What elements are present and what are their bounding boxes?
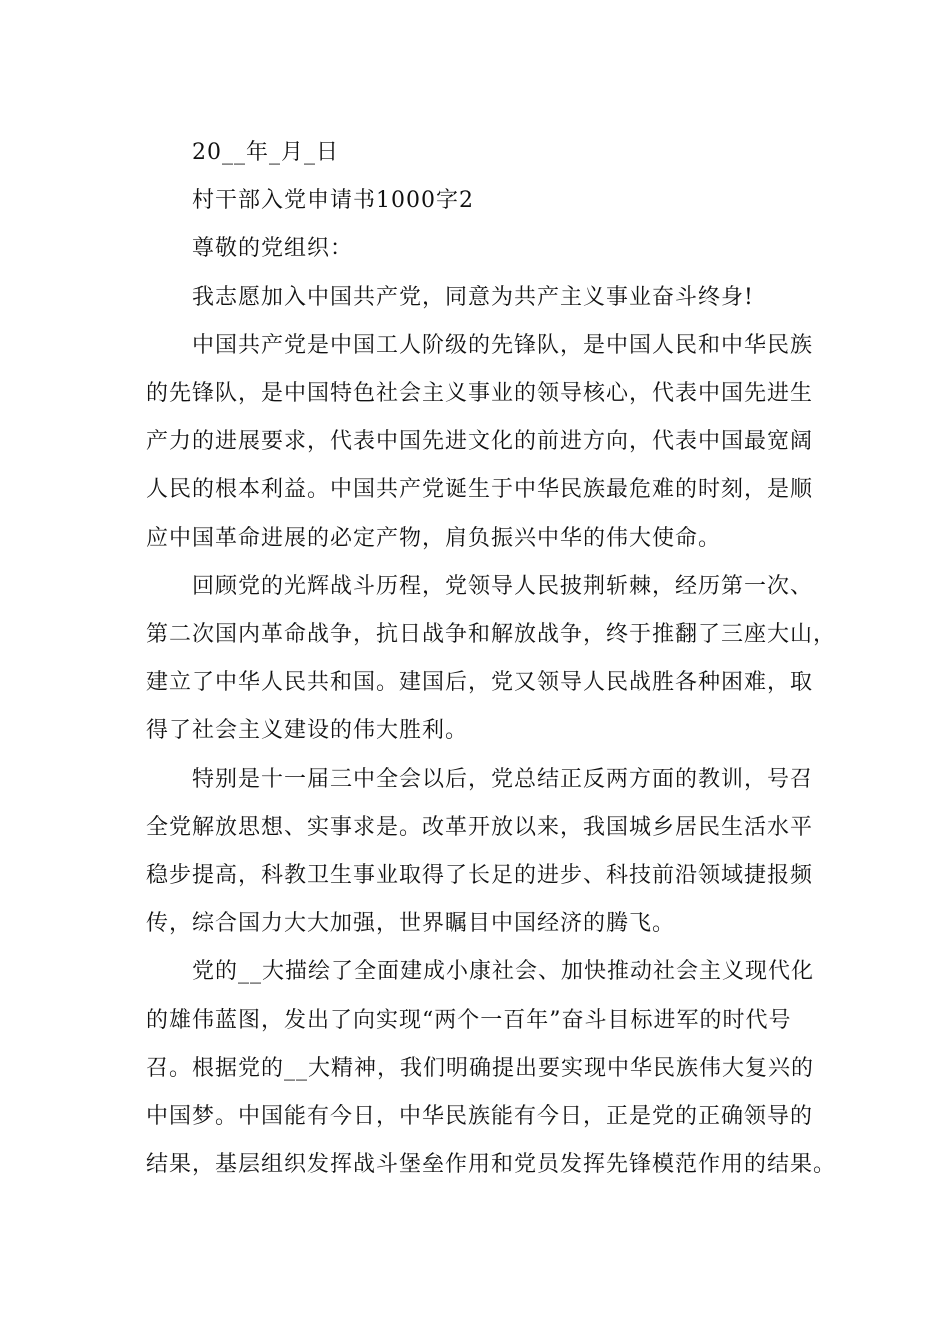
paragraph-2: [146, 563, 836, 756]
paragraph-line: 的雄伟蓝图，发出了向实现“两个一百年”奋斗目标进军的时代号: [146, 1007, 792, 1033]
paragraph-line: 党的__大描绘了全面建成小康社会、加快推动社会主义现代化: [192, 959, 815, 985]
opening-statement: 我志愿加入中国共产党，同意为共产主义事业奋斗终身!: [192, 284, 754, 310]
paragraph-line: 特别是十一届三中全会以后，党总结正反两方面的教训，号召: [192, 766, 814, 792]
paragraph-line: 传，综合国力大大加强，世界瞩目中国经济的腾飞。: [146, 911, 676, 937]
paragraph-line: 中国梦。中国能有今日，中华民族能有今日，正是党的正确领导的: [146, 1104, 814, 1129]
paragraph-1: [146, 322, 836, 563]
date-line: 20__年_月_日: [192, 140, 339, 165]
paragraph-3: [146, 756, 836, 949]
paragraph-line: 的先锋队，是中国特色社会主义事业的领导核心，代表中国先进生: [146, 380, 814, 406]
paragraph-line: 结果，基层组织发挥战斗堡垒作用和党员发挥先锋模范作用的结果。: [146, 1152, 837, 1178]
paragraph-line: 第二次国内革命战争，抗日战争和解放战争，终于推翻了三座大山，: [146, 621, 837, 647]
paragraph-line: 得了社会主义建设的伟大胜利。: [146, 718, 469, 744]
paragraph-line: 稳步提高，科教卫生事业取得了长足的进步、科技前沿领域捷报频: [146, 862, 814, 888]
paragraph-line: 产力的进展要求，代表中国先进文化的前进方向，代表中国最宽阔: [146, 429, 814, 455]
paragraph-line: 中国共产党是中国工人阶级的先锋队，是中国人民和中华民族: [192, 332, 814, 358]
paragraph-line: 召。根据党的__大精神，我们明确提出要实现中华民族伟大复兴的: [146, 1055, 815, 1081]
paragraph-line: 建立了中华人民共和国。建国后，党又领导人民战胜各种困难，取: [146, 670, 814, 696]
paragraph-line: 应中国革命进展的必定产物，肩负振兴中华的伟大使命。: [146, 525, 722, 551]
paragraph-line: 回顾党的光辉战斗历程，党领导人民披荆斩棘，经历第一次、: [192, 573, 814, 599]
document-body: [146, 129, 836, 1189]
document-heading: 村干部入党申请书1000字2: [192, 188, 474, 214]
paragraph-4: [146, 948, 836, 1189]
salutation: 尊敬的党组织：: [192, 236, 354, 262]
paragraph-line: 人民的根本利益。中国共产党诞生于中华民族最危难的时刻，是顺: [146, 477, 814, 503]
paragraph-line: 全党解放思想、实事求是。改革开放以来，我国城乡居民生活水平: [146, 814, 814, 840]
